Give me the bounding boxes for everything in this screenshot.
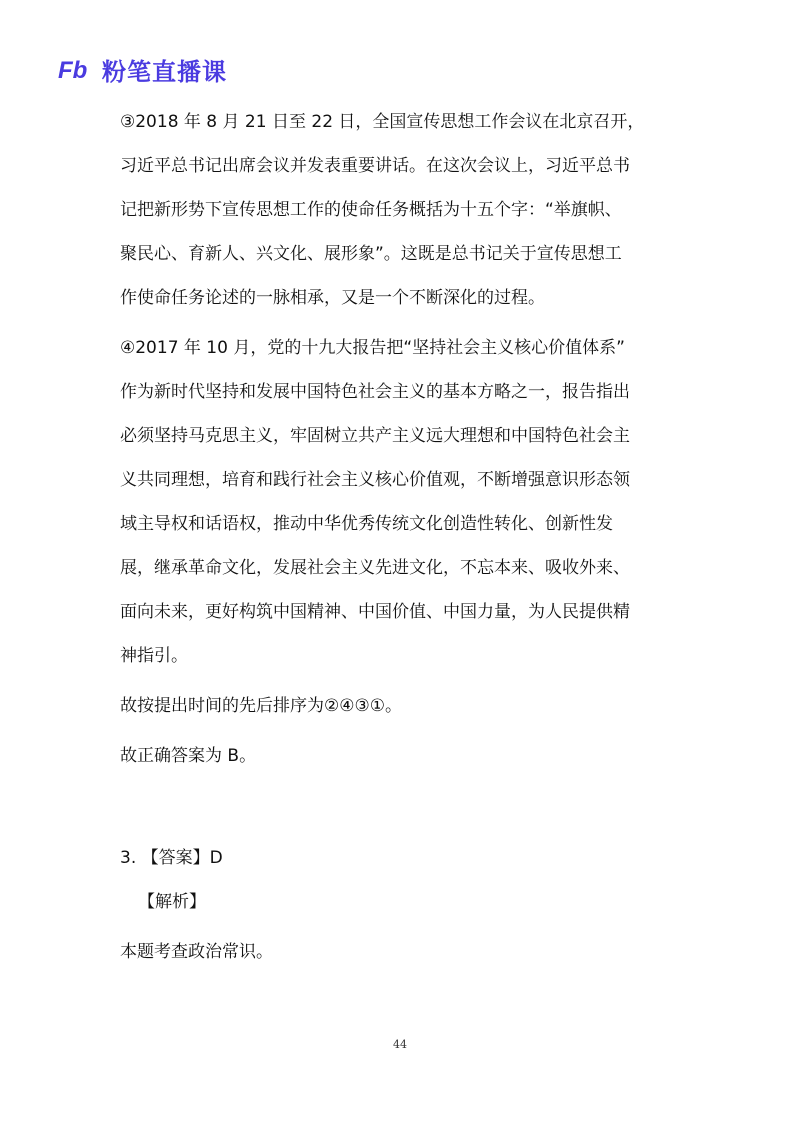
text-line: 聚民心、育新人、兴文化、展形象”。这既是总书记关于宣传思想工 xyxy=(120,244,622,264)
order-statement: 故按提出时间的先后排序为②④③①。 xyxy=(120,696,402,716)
text-line: 作为新时代坚持和发展中国特色社会主义的基本方略之一，报告指出 xyxy=(120,382,630,402)
answer-conclusion: 故正确答案为 B。 xyxy=(120,746,257,766)
text-line: 域主导权和话语权，推动中华优秀传统文化创造性转化、创新性发 xyxy=(120,514,613,534)
question-3-topic: 本题考查政治常识。 xyxy=(120,942,273,962)
text-line: 作使命任务论述的一脉相承，又是一个不断深化的过程。 xyxy=(120,288,545,308)
text-line: ④2017 年 10 月，党的十九大报告把“坚持社会主义核心价值体系” xyxy=(120,338,625,358)
page-number: 44 xyxy=(393,1038,407,1051)
text-line: 面向未来，更好构筑中国精神、中国价值、中国力量，为人民提供精 xyxy=(120,602,630,622)
paragraph-3 xyxy=(120,100,680,320)
text-line: 义共同理想，培育和践行社会主义核心价值观，不断增强意识形态领 xyxy=(120,470,630,490)
brand-title: 粉笔直播课 xyxy=(102,57,227,86)
text-line: 习近平总书记出席会议并发表重要讲话。在这次会议上，习近平总书 xyxy=(120,156,630,176)
fenbi-logo-icon xyxy=(58,55,98,83)
text-line: 必须坚持马克思主义，牢固树立共产主义远大理想和中国特色社会主 xyxy=(120,426,630,446)
text-line: 展，继承革命文化，发展社会主义先进文化，不忘本来、吸收外来、 xyxy=(120,558,630,578)
question-3-answer: 3. 【答案】D xyxy=(120,848,223,868)
svg-text:Fb: Fb xyxy=(58,57,88,83)
paragraph-4 xyxy=(120,326,680,678)
text-line: 神指引。 xyxy=(120,646,188,666)
text-line: 记把新形势下宣传思想工作的使命任务概括为十五个字：“举旗帜、 xyxy=(120,200,622,220)
question-3-analysis-label: 【解析】 xyxy=(138,892,206,912)
brand-header xyxy=(58,52,227,86)
document-body xyxy=(120,100,680,974)
text-line: ③2018 年 8 月 21 日至 22 日，全国宣传思想工作会议在北京召开， xyxy=(120,112,645,132)
